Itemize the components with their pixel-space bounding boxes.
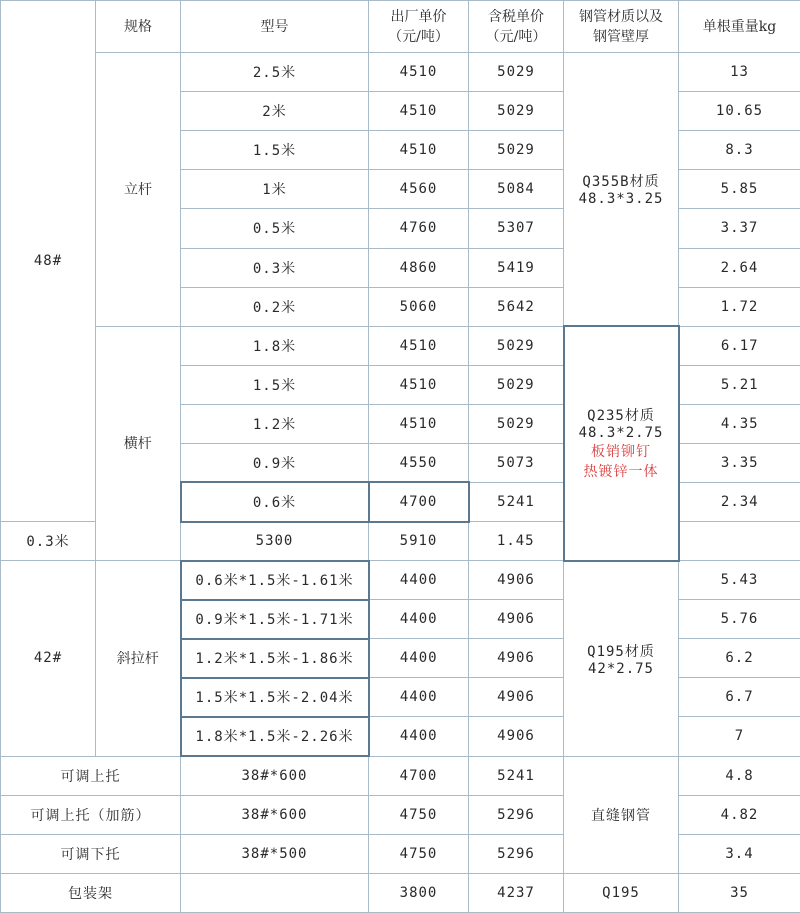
group-42: 42# (1, 561, 96, 756)
tax-price-cell: 4906 (469, 678, 564, 717)
model-cell: 0.9米 (181, 443, 369, 482)
factory-price-cell: 3800 (369, 873, 469, 912)
table-row (1, 795, 800, 834)
model-cell: 0.3米 (181, 248, 369, 287)
model-cell: 0.2米 (181, 287, 369, 326)
factory-price-cell: 4400 (369, 639, 469, 678)
tax-price-cell: 4906 (469, 717, 564, 756)
material-vertical-line2: 48.3*3.25 (578, 191, 664, 208)
model-cell: 38#*500 (181, 834, 369, 873)
tax-price-cell: 5642 (469, 287, 564, 326)
weight-cell: 1.45 (469, 522, 564, 561)
tax-price-cell: 5241 (469, 756, 564, 795)
model-cell: 0.3米 (1, 522, 96, 561)
header-material-line2: 钢管壁厚 (593, 28, 649, 45)
header-tax-price-line1: 含税单价 (488, 8, 544, 25)
factory-price-cell: 4750 (369, 834, 469, 873)
table-row (1, 561, 800, 600)
factory-price-cell: 4510 (369, 404, 469, 443)
tax-price-cell: 5910 (369, 522, 469, 561)
table-row (1, 326, 800, 365)
material-accessory: 直缝钢管 (564, 756, 679, 873)
tax-price-cell: 5307 (469, 209, 564, 248)
weight-cell: 5.21 (679, 365, 800, 404)
group-vertical: 立杆 (96, 53, 181, 327)
header-tax-price (469, 1, 564, 53)
tax-price-cell: 5296 (469, 834, 564, 873)
model-cell: 0.6米*1.5米-1.61米 (181, 561, 369, 600)
model-cell (181, 873, 369, 912)
spec-cell: 包装架 (1, 873, 181, 912)
group-horizontal: 横杆 (96, 326, 181, 560)
factory-price-cell: 4510 (369, 92, 469, 131)
weight-cell: 10.65 (679, 92, 800, 131)
material-horizontal-line3: 板销铆钉 (591, 444, 651, 461)
tax-price-cell: 5029 (469, 92, 564, 131)
tax-price-cell: 4906 (469, 600, 564, 639)
header-model: 型号 (181, 1, 369, 53)
material-horizontal-line4: 热镀锌一体 (583, 464, 659, 481)
factory-price-cell: 4550 (369, 443, 469, 482)
material-horizontal-line2: 48.3*2.75 (578, 425, 664, 442)
model-cell: 38#*600 (181, 795, 369, 834)
factory-price-cell: 4400 (369, 600, 469, 639)
factory-price-cell: 4510 (369, 365, 469, 404)
tax-price-cell: 5241 (469, 482, 564, 521)
material-vertical-line1: Q355B材质 (582, 174, 660, 191)
weight-cell: 4.82 (679, 795, 800, 834)
weight-cell: 8.3 (679, 131, 800, 170)
tax-price-cell: 4906 (469, 639, 564, 678)
group-diagonal: 斜拉杆 (96, 561, 181, 756)
factory-price-cell: 4400 (369, 678, 469, 717)
header-factory-price-line1: 出厂单价 (390, 8, 447, 25)
tax-price-cell: 5029 (469, 53, 564, 92)
model-cell: 38#*600 (181, 756, 369, 795)
factory-price-cell: 4860 (369, 248, 469, 287)
table-row (1, 834, 800, 873)
tax-price-cell: 5073 (469, 443, 564, 482)
tax-price-cell: 5084 (469, 170, 564, 209)
factory-price-cell: 4400 (369, 717, 469, 756)
model-cell: 2.5米 (181, 53, 369, 92)
table-row (1, 756, 800, 795)
spec-cell: 可调上托 (1, 756, 181, 795)
weight-cell: 2.64 (679, 248, 800, 287)
factory-price-cell: 5300 (181, 522, 369, 561)
weight-cell: 6.17 (679, 326, 800, 365)
tax-price-cell: 5029 (469, 131, 564, 170)
header-factory-price (369, 1, 469, 53)
weight-cell: 7 (679, 717, 800, 756)
header-factory-price-line2: （元/吨） (388, 28, 449, 45)
weight-cell: 6.2 (679, 639, 800, 678)
table-row (1, 53, 800, 92)
tax-price-cell: 5029 (469, 365, 564, 404)
header-material-line1: 钢管材质以及 (579, 8, 663, 25)
material-rack: Q195 (564, 873, 679, 912)
factory-price-cell: 4700 (369, 482, 469, 521)
tax-price-cell: 4237 (469, 873, 564, 912)
weight-cell: 4.35 (679, 404, 800, 443)
weight-cell: 6.7 (679, 678, 800, 717)
weight-cell: 35 (679, 873, 800, 912)
weight-cell: 2.34 (679, 482, 800, 521)
header-weight: 单根重量kg (679, 1, 800, 53)
model-cell: 1.2米*1.5米-1.86米 (181, 639, 369, 678)
group-48: 48# (1, 1, 96, 522)
weight-cell: 13 (679, 53, 800, 92)
model-cell: 1.5米*1.5米-2.04米 (181, 678, 369, 717)
material-diagonal (564, 561, 679, 756)
factory-price-cell: 4760 (369, 209, 469, 248)
header-material (564, 1, 679, 53)
spec-cell: 可调下托 (1, 834, 181, 873)
weight-cell: 5.43 (679, 561, 800, 600)
tax-price-cell: 5296 (469, 795, 564, 834)
material-vertical (564, 53, 679, 327)
factory-price-cell: 4400 (369, 561, 469, 600)
tax-price-cell: 5029 (469, 404, 564, 443)
header-spec: 规格 (96, 1, 181, 53)
material-horizontal (564, 326, 679, 560)
weight-cell: 5.76 (679, 600, 800, 639)
model-cell: 1.8米 (181, 326, 369, 365)
model-cell: 0.5米 (181, 209, 369, 248)
weight-cell: 3.37 (679, 209, 800, 248)
model-cell: 0.9米*1.5米-1.71米 (181, 600, 369, 639)
tax-price-cell: 5419 (469, 248, 564, 287)
tax-price-cell: 4906 (469, 561, 564, 600)
weight-cell: 3.35 (679, 443, 800, 482)
weight-cell: 5.85 (679, 170, 800, 209)
weight-cell: 3.4 (679, 834, 800, 873)
model-cell: 0.6米 (181, 482, 369, 521)
header-tax-price-line2: （元/吨） (485, 28, 547, 45)
table-row (1, 873, 800, 912)
header-row (1, 1, 800, 53)
factory-price-cell: 4700 (369, 756, 469, 795)
factory-price-cell: 5060 (369, 287, 469, 326)
material-horizontal-line1: Q235材质 (587, 408, 655, 425)
model-cell: 1.2米 (181, 404, 369, 443)
factory-price-cell: 4510 (369, 131, 469, 170)
factory-price-cell: 4560 (369, 170, 469, 209)
spec-cell: 可调上托（加筋） (1, 795, 181, 834)
model-cell: 1.8米*1.5米-2.26米 (181, 717, 369, 756)
model-cell: 1米 (181, 170, 369, 209)
model-cell: 1.5米 (181, 365, 369, 404)
tax-price-cell: 5029 (469, 326, 564, 365)
weight-cell: 1.72 (679, 287, 800, 326)
material-diagonal-line2: 42*2.75 (587, 660, 654, 677)
factory-price-cell: 4510 (369, 326, 469, 365)
model-cell: 1.5米 (181, 131, 369, 170)
weight-cell: 4.8 (679, 756, 800, 795)
factory-price-cell: 4750 (369, 795, 469, 834)
material-diagonal-line1: Q195材质 (587, 643, 655, 660)
factory-price-cell: 4510 (369, 53, 469, 92)
model-cell: 2米 (181, 92, 369, 131)
